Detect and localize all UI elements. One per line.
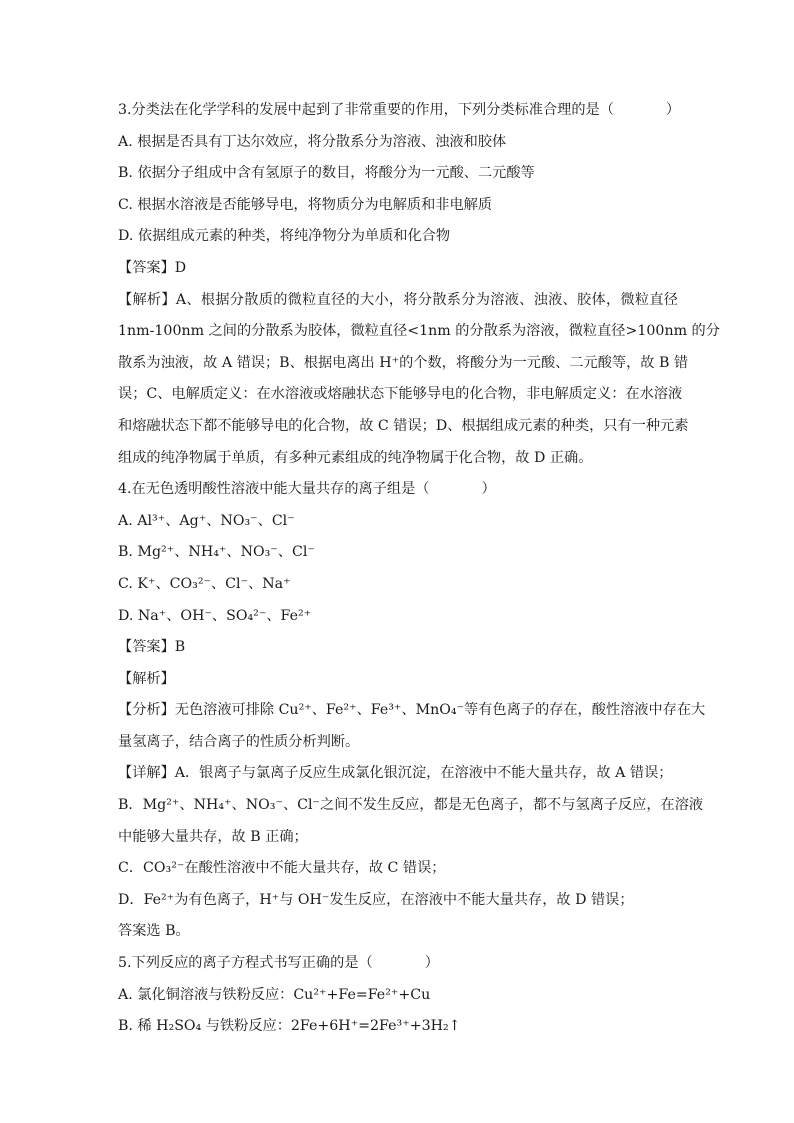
question-4-paren-close: ） <box>481 481 496 498</box>
q5-option-b: B. 稀 H₂SO₄ 与铁粉反应：2Fe+6H⁺=2Fe³⁺+3H₂↑ <box>118 1018 461 1035</box>
q3-answer: 【答案】D <box>118 259 187 276</box>
q4-fenxi <box>118 700 706 752</box>
question-5-paren-close: ） <box>424 955 439 972</box>
q5-option-a: A. 氯化铜溶液与铁粉反应：Cu²⁺+Fe=Fe²⁺+Cu <box>118 986 431 1003</box>
q4-xiangjie-line: D．Fe²⁺为有色离子，H⁺与 OH⁻发生反应，在溶液中不能大量共存，故 D 错误； <box>118 891 634 908</box>
q3-option-a: A. 根据是否具有丁达尔效应，将分散系分为溶液、浊液和胶体 <box>118 133 507 150</box>
question-4-stem <box>118 479 678 499</box>
q4-xiangjie-line: B．Mg²⁺、NH₄⁺、NO₃⁻、Cl⁻之间不发生反应，都是无色离子，都不与氢离子反应，在溶液 <box>118 797 704 814</box>
q3-analysis-line: 和熔融状态下都不能够导电的化合物，故 C 错误；D、根据组成元素的种类，只有一种元素 <box>118 417 689 434</box>
q3-option-d: D. 依据组成元素的种类，将纯净物分为单质和化合物 <box>118 228 451 245</box>
q4-option-b: B. Mg²⁺、NH₄⁺、NO₃⁻、Cl⁻ <box>118 544 315 561</box>
q3-analysis-line: 组成的纯净物属于单质，有多种元素组成的纯净物属于化合物，故 D 正确。 <box>118 449 593 466</box>
q3-analysis-line: 1nm-100nm 之间的分散系为胶体，微粒直径<1nm 的分散系为溶液，微粒直径>100nm 的分 <box>118 323 720 340</box>
q4-option-c: C. K⁺、CO₃²⁻、Cl⁻、Na⁺ <box>118 575 291 592</box>
q4-xiangjie-line: 答案选 B。 <box>118 923 190 940</box>
q3-analysis <box>118 290 720 468</box>
q4-answer: 【答案】B <box>118 639 186 656</box>
q4-option-d: D. Na⁺、OH⁻、SO₄²⁻、Fe²⁺ <box>118 607 312 624</box>
question-5-text: 5.下列反应的离子方程式书写正确的是（ <box>118 955 373 972</box>
q3-analysis-line: 误；C、电解质定义：在水溶液或熔融状态下能够导电的化合物，非电解质定义：在水溶液 <box>118 386 683 403</box>
q4-xiangjie-line: C．CO₃²⁻在酸性溶液中不能大量共存，故 C 错误； <box>118 860 446 877</box>
q4-xiangjie <box>118 763 704 941</box>
document-page <box>118 100 720 1048</box>
q3-option-c: C. 根据水溶液是否能够导电，将物质分为电解质和非电解质 <box>118 196 493 213</box>
q4-xiangjie-line: 中能够大量共存，故 B 正确； <box>118 828 308 845</box>
question-4-text: 4.在无色透明酸性溶液中能大量共存的离子组是（ <box>118 481 430 498</box>
question-3-text: 3.分类法在化学学科的发展中起到了非常重要的作用，下列分类标准合理的是（ <box>118 102 614 118</box>
q3-analysis-line: 散系为浊液，故 A 错误；B、根据电离出 H⁺的个数，将酸分为一元酸、二元酸等，故 B 错 <box>118 354 689 371</box>
q3-analysis-line: 【解析】A、根据分散质的微粒直径的大小，将分散系分为溶液、浊液、胶体，微粒直径 <box>118 291 678 308</box>
question-5-stem <box>118 953 678 973</box>
question-3-stem <box>118 100 681 120</box>
q4-fenxi-line: 【分析】无色溶液可排除 Cu²⁺、Fe²⁺、Fe³⁺、MnO₄⁻等有色离子的存在，酸性溶液中存在大 <box>118 702 706 719</box>
q4-fenxi-line: 量氢离子，结合离子的性质分析判断。 <box>118 733 360 750</box>
q3-option-b: B. 依据分子组成中含有氢原子的数目，将酸分为一元酸、二元酸等 <box>118 165 535 182</box>
question-3-paren-close: ） <box>665 102 681 118</box>
q4-analysis-title: 【解析】 <box>118 670 175 687</box>
q4-option-a: A. Al³⁺、Ag⁺、NO₃⁻、Cl⁻ <box>118 512 295 529</box>
q4-xiangjie-line: 【详解】A．银离子与氯离子反应生成氯化银沉淀，在溶液中不能大量共存，故 A 错误； <box>118 765 673 782</box>
